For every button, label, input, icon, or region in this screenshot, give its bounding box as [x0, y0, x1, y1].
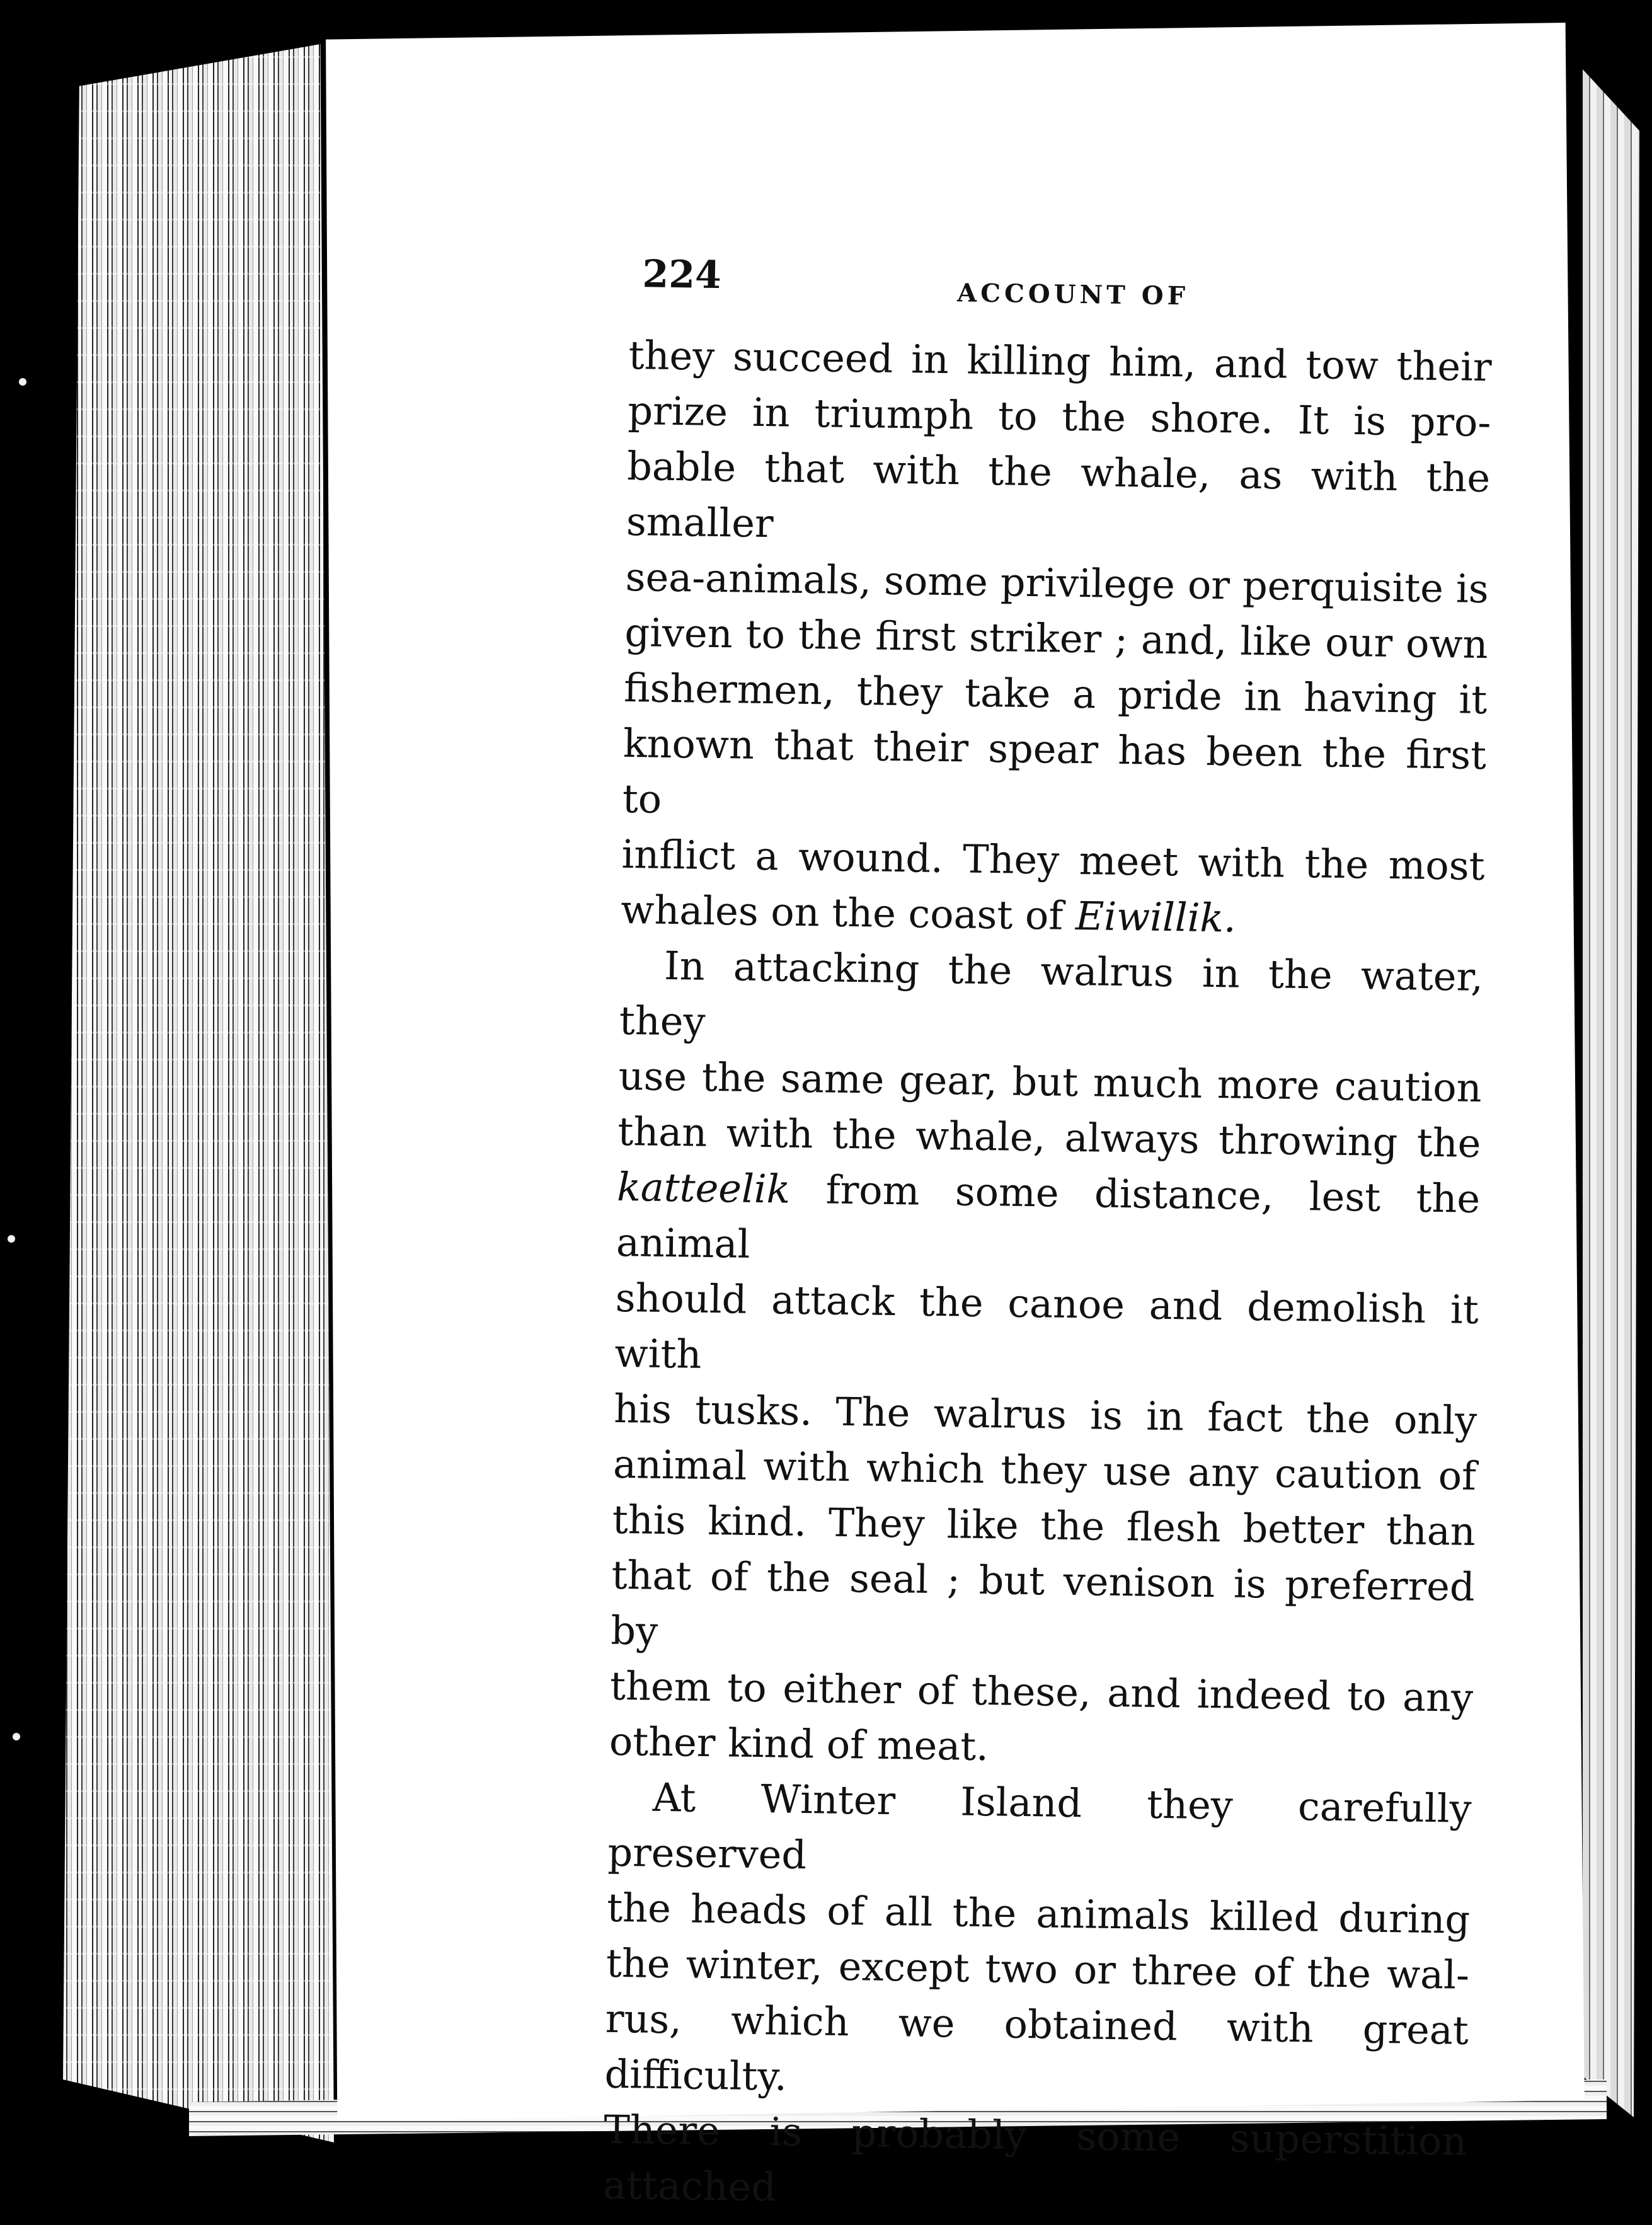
scan-speck	[13, 1733, 20, 1740]
term-italic: katteelik	[616, 1163, 791, 1212]
text-line	[616, 1159, 1480, 1282]
page-number: 224	[642, 252, 722, 298]
text-line: inflict a wound. They meet with the most	[621, 831, 1486, 890]
text-line: sea-animals, some privilege or perquisite is	[625, 553, 1489, 612]
text-line: bable that with the whale, as with the smaller	[626, 442, 1491, 547]
text-line: known that their spear has been the first to	[622, 720, 1487, 822]
text-line: given to the first striker ; and, like our own	[624, 609, 1488, 668]
text-line: the heads of all the animals killed during	[606, 1884, 1471, 1943]
line-text: whales on the coast of	[620, 886, 1064, 939]
text-line: animal with which they use any caution of	[612, 1440, 1477, 1499]
scan-speck	[19, 378, 26, 386]
place-name-italic: Eiwillik.	[1075, 892, 1237, 941]
text-line: fishermen, they take a pride in having it	[623, 664, 1488, 723]
text-line: the winter, except two or three of the wal-	[605, 1940, 1470, 1998]
text-block	[603, 252, 1493, 2225]
running-head: ACCOUNT OF	[956, 278, 1190, 311]
text-line: they succeed in killing him, and tow their	[628, 331, 1493, 391]
text-line: should attack the canoe and demolish it with	[614, 1274, 1479, 1377]
text-line: prize in triumph to the shore. It is pro-	[627, 387, 1491, 446]
text-line: his tusks. The walrus is in fact the only	[613, 1385, 1477, 1444]
right-page-edge	[1583, 69, 1639, 2117]
page-header	[629, 252, 1493, 340]
page-body	[603, 328, 1493, 2225]
text-line: this kind. They like the flesh better than	[612, 1496, 1476, 1555]
text-line: In attacking the walrus in the water, they	[619, 942, 1484, 1045]
text-line: that of the seal ; but venison is preferred by	[610, 1551, 1476, 1654]
text-line: use the same gear, but much more caution	[618, 1052, 1483, 1111]
text-line: At Winter Island they carefully preserved	[607, 1774, 1472, 1878]
text-line: them to either of these, and indeed to any	[609, 1662, 1474, 1721]
stacked-page-edges	[63, 44, 334, 2142]
scan-speck	[8, 1235, 15, 1243]
text-line: other kind of meat.	[609, 1718, 989, 1770]
text-line: rus, which we obtained with great difficulty.	[604, 1995, 1469, 2100]
text-line: than with the whale, always throwing the	[617, 1108, 1481, 1166]
text-line: There is probably some superstition attached	[602, 2106, 1467, 2211]
line-text: from some distance, lest the animal	[616, 1166, 1481, 1267]
